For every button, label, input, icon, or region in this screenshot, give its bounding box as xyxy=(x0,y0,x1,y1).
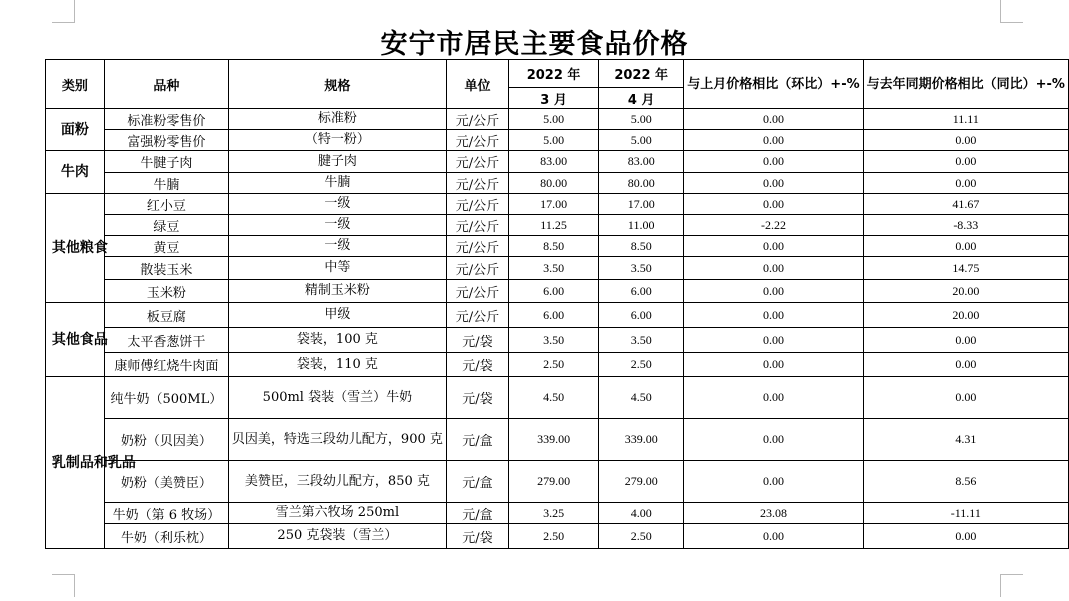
header-variety: 品种 xyxy=(104,60,228,109)
table-row xyxy=(46,461,1069,503)
price-april-cell: 3.50 xyxy=(599,328,684,353)
unit-cell: 元/公斤 xyxy=(446,303,508,328)
price-march-cell: 80.00 xyxy=(509,173,599,194)
month-on-month-cell: 0.00 xyxy=(684,194,863,215)
variety-cell: 散装玉米 xyxy=(104,257,228,280)
variety-cell: 奶粉（贝因美） xyxy=(104,419,228,461)
year-on-year-cell: 41.67 xyxy=(863,194,1068,215)
spec-cell: （特一粉） xyxy=(228,130,446,151)
unit-cell: 元/袋 xyxy=(446,524,508,549)
variety-cell: 牛腱子肉 xyxy=(104,151,228,173)
price-april-cell: 5.00 xyxy=(599,109,684,130)
table-body xyxy=(46,109,1069,549)
year-on-year-cell: -8.33 xyxy=(863,215,1068,236)
category-label: 乳制品和乳品 xyxy=(51,454,136,471)
table-row xyxy=(46,524,1069,549)
spec-cell: 腱子肉 xyxy=(228,151,446,173)
price-march-cell: 2.50 xyxy=(509,524,599,549)
spec-cell: 雪兰第六牧场 250ml xyxy=(228,503,446,524)
header-month-on-month: 与上月价格相比（环比）+-% xyxy=(684,60,863,109)
month-on-month-cell: 0.00 xyxy=(684,173,863,194)
month-on-month-cell: -2.22 xyxy=(684,215,863,236)
category-label: 其他粮食 xyxy=(51,240,108,256)
page-corner-mark xyxy=(1000,0,1023,23)
header-month-march: 3 月 xyxy=(509,88,599,109)
year-on-year-cell: 11.11 xyxy=(863,109,1068,130)
category-label: 其他食品 xyxy=(51,331,108,348)
category-cell xyxy=(46,194,108,303)
price-april-cell: 2.50 xyxy=(599,353,684,377)
month-on-month-cell: 0.00 xyxy=(684,236,863,257)
table-row xyxy=(46,503,1069,524)
variety-cell: 太平香葱饼干 xyxy=(104,328,228,353)
unit-cell: 元/公斤 xyxy=(446,257,508,280)
variety-cell: 康师傅红烧牛肉面 xyxy=(104,353,228,377)
price-april-cell: 11.00 xyxy=(599,215,684,236)
table-row xyxy=(46,353,1069,377)
header-year-march: 2022 年 xyxy=(509,60,599,88)
variety-cell: 牛奶（第 6 牧场） xyxy=(104,503,228,524)
price-march-cell: 2.50 xyxy=(509,353,599,377)
month-on-month-cell: 0.00 xyxy=(684,419,863,461)
price-april-cell: 2.50 xyxy=(599,524,684,549)
variety-cell: 红小豆 xyxy=(104,194,228,215)
category-label: 牛肉 xyxy=(60,164,89,180)
table-row xyxy=(46,419,1069,461)
year-on-year-cell: 20.00 xyxy=(863,303,1068,328)
price-march-cell: 17.00 xyxy=(509,194,599,215)
variety-cell: 富强粉零售价 xyxy=(104,130,228,151)
year-on-year-cell: 0.00 xyxy=(863,173,1068,194)
price-april-cell: 80.00 xyxy=(599,173,684,194)
spec-cell: 250 克袋装（雪兰） xyxy=(228,524,446,549)
price-march-cell: 83.00 xyxy=(509,151,599,173)
year-on-year-cell: 4.31 xyxy=(863,419,1068,461)
spec-cell: 袋装，100 克 xyxy=(228,328,446,353)
price-april-cell: 279.00 xyxy=(599,461,684,503)
price-april-cell: 3.50 xyxy=(599,257,684,280)
category-cell xyxy=(46,377,136,549)
price-april-cell: 17.00 xyxy=(599,194,684,215)
year-on-year-cell: 0.00 xyxy=(863,328,1068,353)
category-label: 面粉 xyxy=(60,121,89,138)
spec-cell: 一级 xyxy=(228,215,446,236)
unit-cell: 元/公斤 xyxy=(446,236,508,257)
spec-cell: 中等 xyxy=(228,257,446,280)
spec-cell: 标准粉 xyxy=(228,109,446,130)
variety-cell: 绿豆 xyxy=(104,215,228,236)
category-cell xyxy=(46,151,105,194)
spec-cell: 一级 xyxy=(228,236,446,257)
unit-cell: 元/公斤 xyxy=(446,109,508,130)
table-row xyxy=(46,194,1069,215)
price-march-cell: 4.50 xyxy=(509,377,599,419)
unit-cell: 元/公斤 xyxy=(446,215,508,236)
year-on-year-cell: 0.00 xyxy=(863,130,1068,151)
price-april-cell: 6.00 xyxy=(599,303,684,328)
category-cell xyxy=(46,303,108,377)
unit-cell: 元/袋 xyxy=(446,353,508,377)
page-title: 安宁市居民主要食品价格 xyxy=(380,29,689,60)
month-on-month-cell: 0.00 xyxy=(684,280,863,303)
year-on-year-cell: 20.00 xyxy=(863,280,1068,303)
spec-cell: 500ml 袋装（雪兰）牛奶 xyxy=(228,377,446,419)
unit-cell: 元/公斤 xyxy=(446,280,508,303)
unit-cell: 元/公斤 xyxy=(446,194,508,215)
table-row xyxy=(46,215,1069,236)
header-year-on-year: 与去年同期价格相比（同比）+-% xyxy=(863,60,1068,109)
month-on-month-cell: 0.00 xyxy=(684,109,863,130)
table-row xyxy=(46,151,1069,173)
variety-cell: 牛奶（利乐枕） xyxy=(104,524,228,549)
price-march-cell: 6.00 xyxy=(509,303,599,328)
month-on-month-cell: 0.00 xyxy=(684,130,863,151)
variety-cell: 标准粉零售价 xyxy=(104,109,228,130)
price-table xyxy=(45,59,1069,549)
page-corner-mark xyxy=(1000,574,1023,597)
variety-cell: 玉米粉 xyxy=(104,280,228,303)
price-april-cell: 83.00 xyxy=(599,151,684,173)
unit-cell: 元/袋 xyxy=(446,377,508,419)
spec-cell: 甲级 xyxy=(228,303,446,328)
page-corner-mark xyxy=(52,0,75,23)
price-march-cell: 8.50 xyxy=(509,236,599,257)
header-category: 类别 xyxy=(46,60,105,109)
spec-cell: 一级 xyxy=(228,194,446,215)
spec-cell: 牛腩 xyxy=(228,173,446,194)
price-march-cell: 6.00 xyxy=(509,280,599,303)
year-on-year-cell: 8.56 xyxy=(863,461,1068,503)
table-row xyxy=(46,109,1069,130)
header-year-april: 2022 年 xyxy=(599,60,684,88)
month-on-month-cell: 0.00 xyxy=(684,303,863,328)
variety-cell: 板豆腐 xyxy=(104,303,228,328)
header-spec: 规格 xyxy=(228,60,446,109)
price-march-cell: 3.50 xyxy=(509,328,599,353)
category-cell xyxy=(46,109,105,151)
year-on-year-cell: 0.00 xyxy=(863,151,1068,173)
price-march-cell: 339.00 xyxy=(509,419,599,461)
unit-cell: 元/公斤 xyxy=(446,173,508,194)
variety-cell: 黄豆 xyxy=(104,236,228,257)
year-on-year-cell: 0.00 xyxy=(863,524,1068,549)
table-row xyxy=(46,328,1069,353)
price-april-cell: 4.50 xyxy=(599,377,684,419)
page-corner-mark xyxy=(52,574,75,597)
price-april-cell: 6.00 xyxy=(599,280,684,303)
table-row xyxy=(46,280,1069,303)
table-row xyxy=(46,377,1069,419)
table-row xyxy=(46,257,1069,280)
spec-cell: 袋装，110 克 xyxy=(228,353,446,377)
price-april-cell: 339.00 xyxy=(599,419,684,461)
unit-cell: 元/盒 xyxy=(446,419,508,461)
month-on-month-cell: 23.08 xyxy=(684,503,863,524)
month-on-month-cell: 0.00 xyxy=(684,461,863,503)
variety-cell: 奶粉（美赞臣） xyxy=(104,461,228,503)
month-on-month-cell: 0.00 xyxy=(684,257,863,280)
month-on-month-cell: 0.00 xyxy=(684,151,863,173)
header-row xyxy=(46,60,1069,88)
month-on-month-cell: 0.00 xyxy=(684,524,863,549)
unit-cell: 元/公斤 xyxy=(446,151,508,173)
year-on-year-cell: 0.00 xyxy=(863,353,1068,377)
variety-cell: 纯牛奶（500ML） xyxy=(104,377,228,419)
table-row xyxy=(46,236,1069,257)
year-on-year-cell: -11.11 xyxy=(863,503,1068,524)
table-row xyxy=(46,303,1069,328)
month-on-month-cell: 0.00 xyxy=(684,377,863,419)
price-march-cell: 5.00 xyxy=(509,130,599,151)
unit-cell: 元/盒 xyxy=(446,461,508,503)
header-month-april: 4 月 xyxy=(599,88,684,109)
spec-cell: 精制玉米粉 xyxy=(228,280,446,303)
price-march-cell: 11.25 xyxy=(509,215,599,236)
table-row xyxy=(46,130,1069,151)
year-on-year-cell: 0.00 xyxy=(863,236,1068,257)
price-april-cell: 5.00 xyxy=(599,130,684,151)
spec-cell: 美赞臣，三段幼儿配方，850 克 xyxy=(228,461,446,503)
price-april-cell: 4.00 xyxy=(599,503,684,524)
year-on-year-cell: 0.00 xyxy=(863,377,1068,419)
month-on-month-cell: 0.00 xyxy=(684,353,863,377)
variety-cell: 牛腩 xyxy=(104,173,228,194)
month-on-month-cell: 0.00 xyxy=(684,328,863,353)
price-march-cell: 3.25 xyxy=(509,503,599,524)
price-march-cell: 279.00 xyxy=(509,461,599,503)
spec-cell: 贝因美，特选三段幼儿配方，900 克 xyxy=(228,419,446,461)
year-on-year-cell: 14.75 xyxy=(863,257,1068,280)
price-march-cell: 3.50 xyxy=(509,257,599,280)
unit-cell: 元/袋 xyxy=(446,328,508,353)
table-row xyxy=(46,173,1069,194)
unit-cell: 元/公斤 xyxy=(446,130,508,151)
unit-cell: 元/盒 xyxy=(446,503,508,524)
price-april-cell: 8.50 xyxy=(599,236,684,257)
price-march-cell: 5.00 xyxy=(509,109,599,130)
header-unit: 单位 xyxy=(446,60,508,109)
